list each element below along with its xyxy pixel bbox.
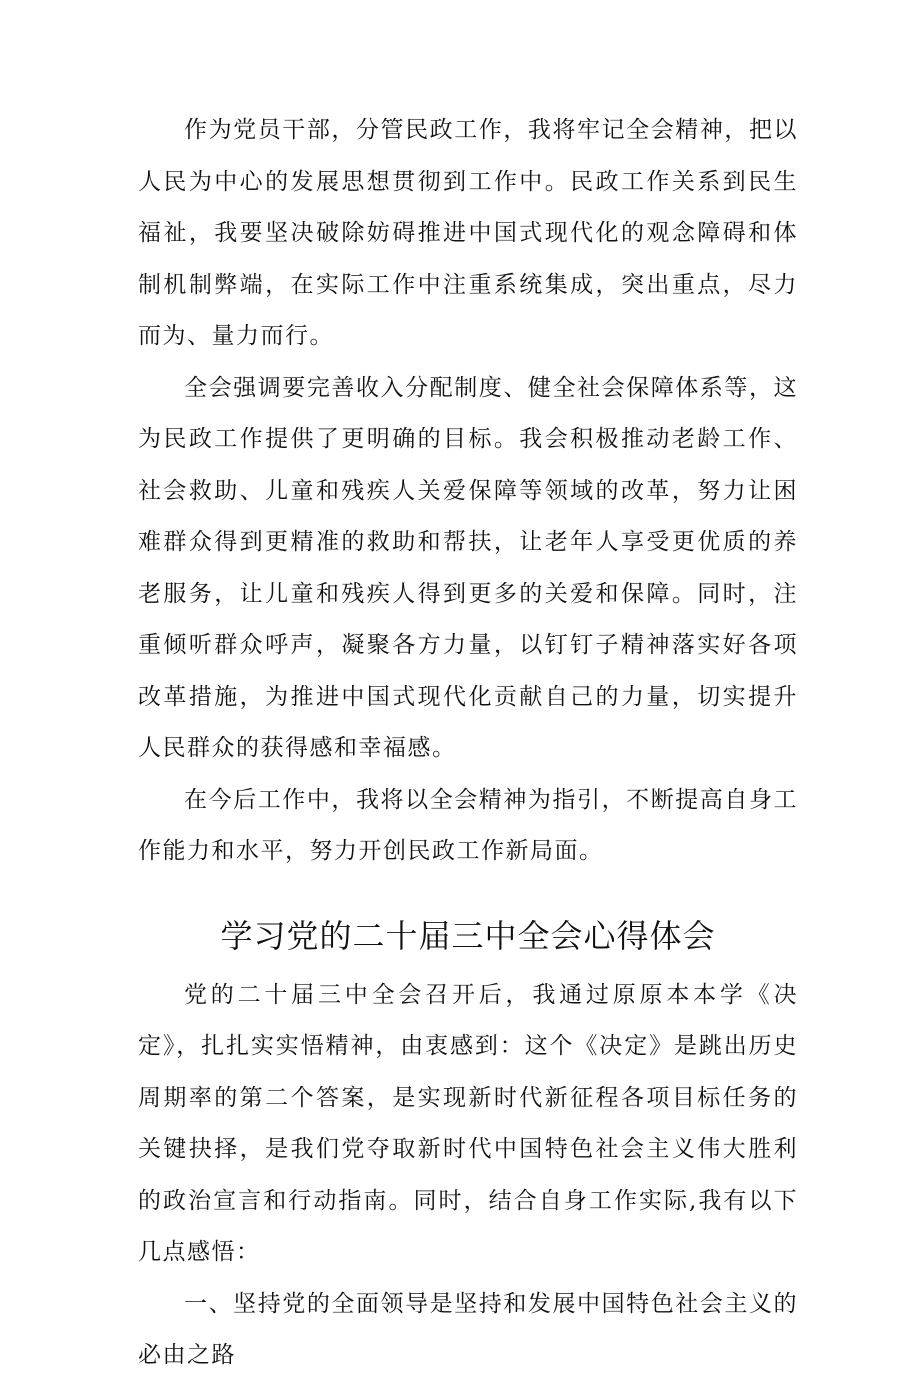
paragraph-point-one-heading: 一、坚持党的全面领导是坚持和发展中国特色社会主义的必由之路 [138, 1290, 798, 1368]
document-page [138, 105, 798, 1382]
section-title: 学习党的二十届三中全会心得体会 [220, 916, 716, 955]
paragraph-party-cadre-civil-affairs: 作为党员干部，分管民政工作，我将牢记全会精神，把以人民为中心的发展思想贯彻到工作中。民政工作关系到民生福祉，我要坚决破除妨碍推进中国式现代化的观念障碍和体制机制弊端，在实际工作中注重系统集成，突出重点，尽力而为、量力而行。 [138, 117, 798, 349]
paragraph-social-security-goals: 全会强调要完善收入分配制度、健全社会保障体系等，这为民政工作提供了更明确的目标。我会积极推动老龄工作、社会救助、儿童和残疾人关爱保障等领域的改革，努力让困难群众得到更精准的救助和帮扶，让老年人享受更优质的养老服务，让儿童和残疾人得到更多的关爱和保障。同时，注重倾听群众呼声，凝聚各方力量，以钉钉子精神落实好各项改革措施，为推进中国式现代化贡献自己的力量，切实提升人民群众的获得感和幸福感。 [138, 374, 798, 761]
paragraph-future-work: 在今后工作中，我将以全会精神为指引，不断提高自身工作能力和水平，努力开创民政工作新局面。 [138, 786, 798, 864]
paragraph-study-decision: 党的二十届三中全会召开后，我通过原原本本学《决定》，扎扎实实悟精神，由衷感到：这个《决定》是跳出历史周期率的第二个答案，是实现新时代新征程各项目标任务的关键抉择，是我们党夺取新时代中国特色社会主义伟大胜利的政治宣言和行动指南。同时，结合自身工作实际,我有以下几点感悟： [138, 981, 798, 1265]
